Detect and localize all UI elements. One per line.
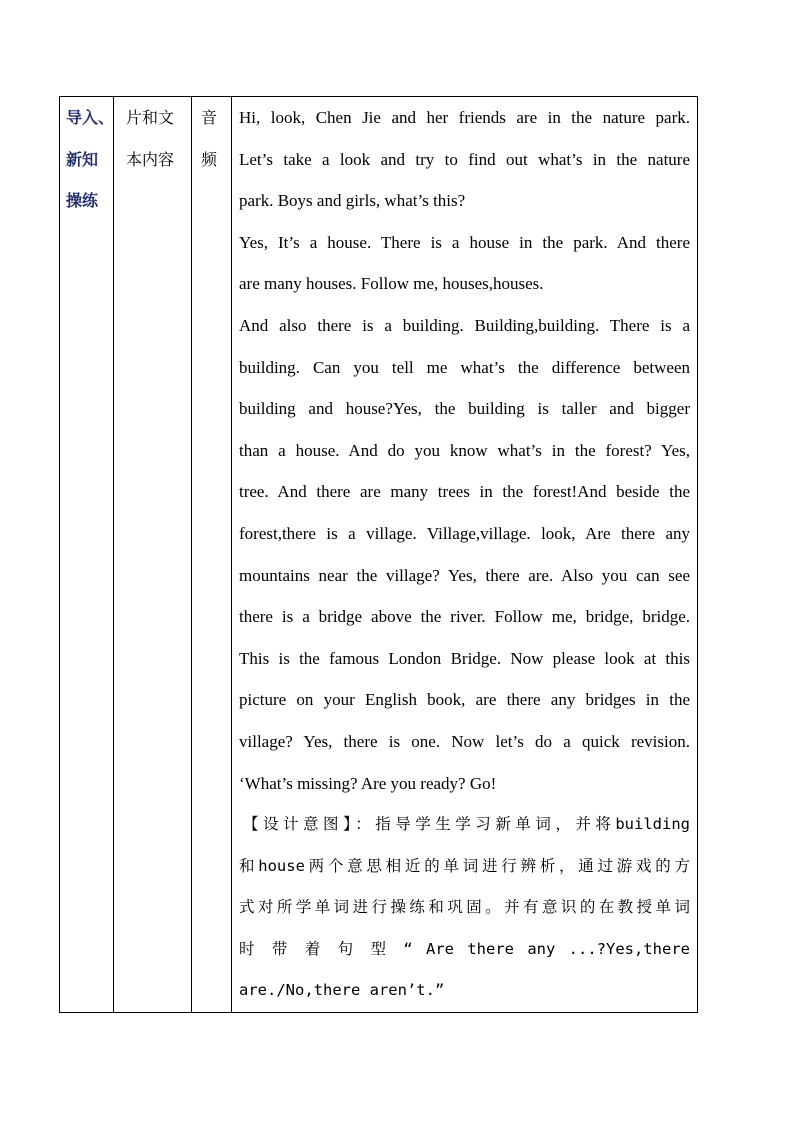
stage-label-line: 新知 <box>66 149 99 169</box>
teacher-script-line: ‘What’s missing? Are you ready? Go! <box>239 773 497 793</box>
teacher-script-line: than a house. And do you know what’s in the forest? Yes, <box>239 440 690 460</box>
content-cell <box>232 97 698 1013</box>
material-label-line: 本内容 <box>126 149 175 169</box>
material-cell <box>114 97 192 1013</box>
lesson-plan-table <box>59 96 698 1013</box>
teacher-script-line: And also there is a building. Building,building. There is a <box>239 315 690 335</box>
design-intent-line: 式对所学单词进行操练和巩固。并有意识的在教授单词 <box>239 898 690 917</box>
teacher-script-line: Hi, look, Chen Jie and her friends are in the nature park. <box>239 108 690 127</box>
teacher-script-line: mountains near the village? Yes, there are. Also you can see <box>239 565 690 585</box>
design-intent-line: are./No,there aren’t.” <box>239 981 445 1000</box>
teacher-script-line: there is a bridge above the river. Follow me, bridge, bridge. <box>239 607 690 627</box>
teacher-script-line: Let’s take a look and try to find out what’s in the nature <box>239 149 690 169</box>
teacher-script-line: building. Can you tell me what’s the difference between <box>239 357 690 377</box>
design-intent-line: 【设计意图】：指导学生学习新单词，并将building <box>243 815 690 834</box>
stage-cell <box>60 97 114 1013</box>
media-label-line: 音 <box>201 108 218 127</box>
material-label-line: 片和文 <box>126 108 175 127</box>
teacher-script-line: park. Boys and girls, what’s this? <box>239 191 466 211</box>
teacher-script-line: This is the famous London Bridge. Now please look at this <box>239 648 690 668</box>
teacher-script-line: Yes, It’s a house. There is a house in the park. And there <box>239 232 690 252</box>
design-intent-line: 和house两个意思相近的单词进行辨析，通过游戏的方 <box>239 856 690 875</box>
teacher-script-line: building and house?Yes, the building is taller and bigger <box>239 399 690 419</box>
media-cell <box>192 97 232 1013</box>
stage-label-line: 操练 <box>66 191 99 211</box>
design-intent-line: 时 带 着 句 型 “ Are there any ...?Yes,there <box>239 939 690 958</box>
teacher-script-line: village? Yes, there is one. Now let’s do a quick revision. <box>239 731 690 751</box>
teacher-script-line: are many houses. Follow me, houses,houses. <box>239 274 544 294</box>
stage-label-line: 导入、 <box>66 108 115 127</box>
teacher-script-line: tree. And there are many trees in the forest!And beside the <box>239 482 690 502</box>
media-label-line: 频 <box>201 149 218 169</box>
teacher-script-line: forest,there is a village. Village,village. look, Are there any <box>239 523 690 543</box>
teacher-script-line: picture on your English book, are there any bridges in the <box>239 690 690 710</box>
table-row <box>60 97 698 1013</box>
